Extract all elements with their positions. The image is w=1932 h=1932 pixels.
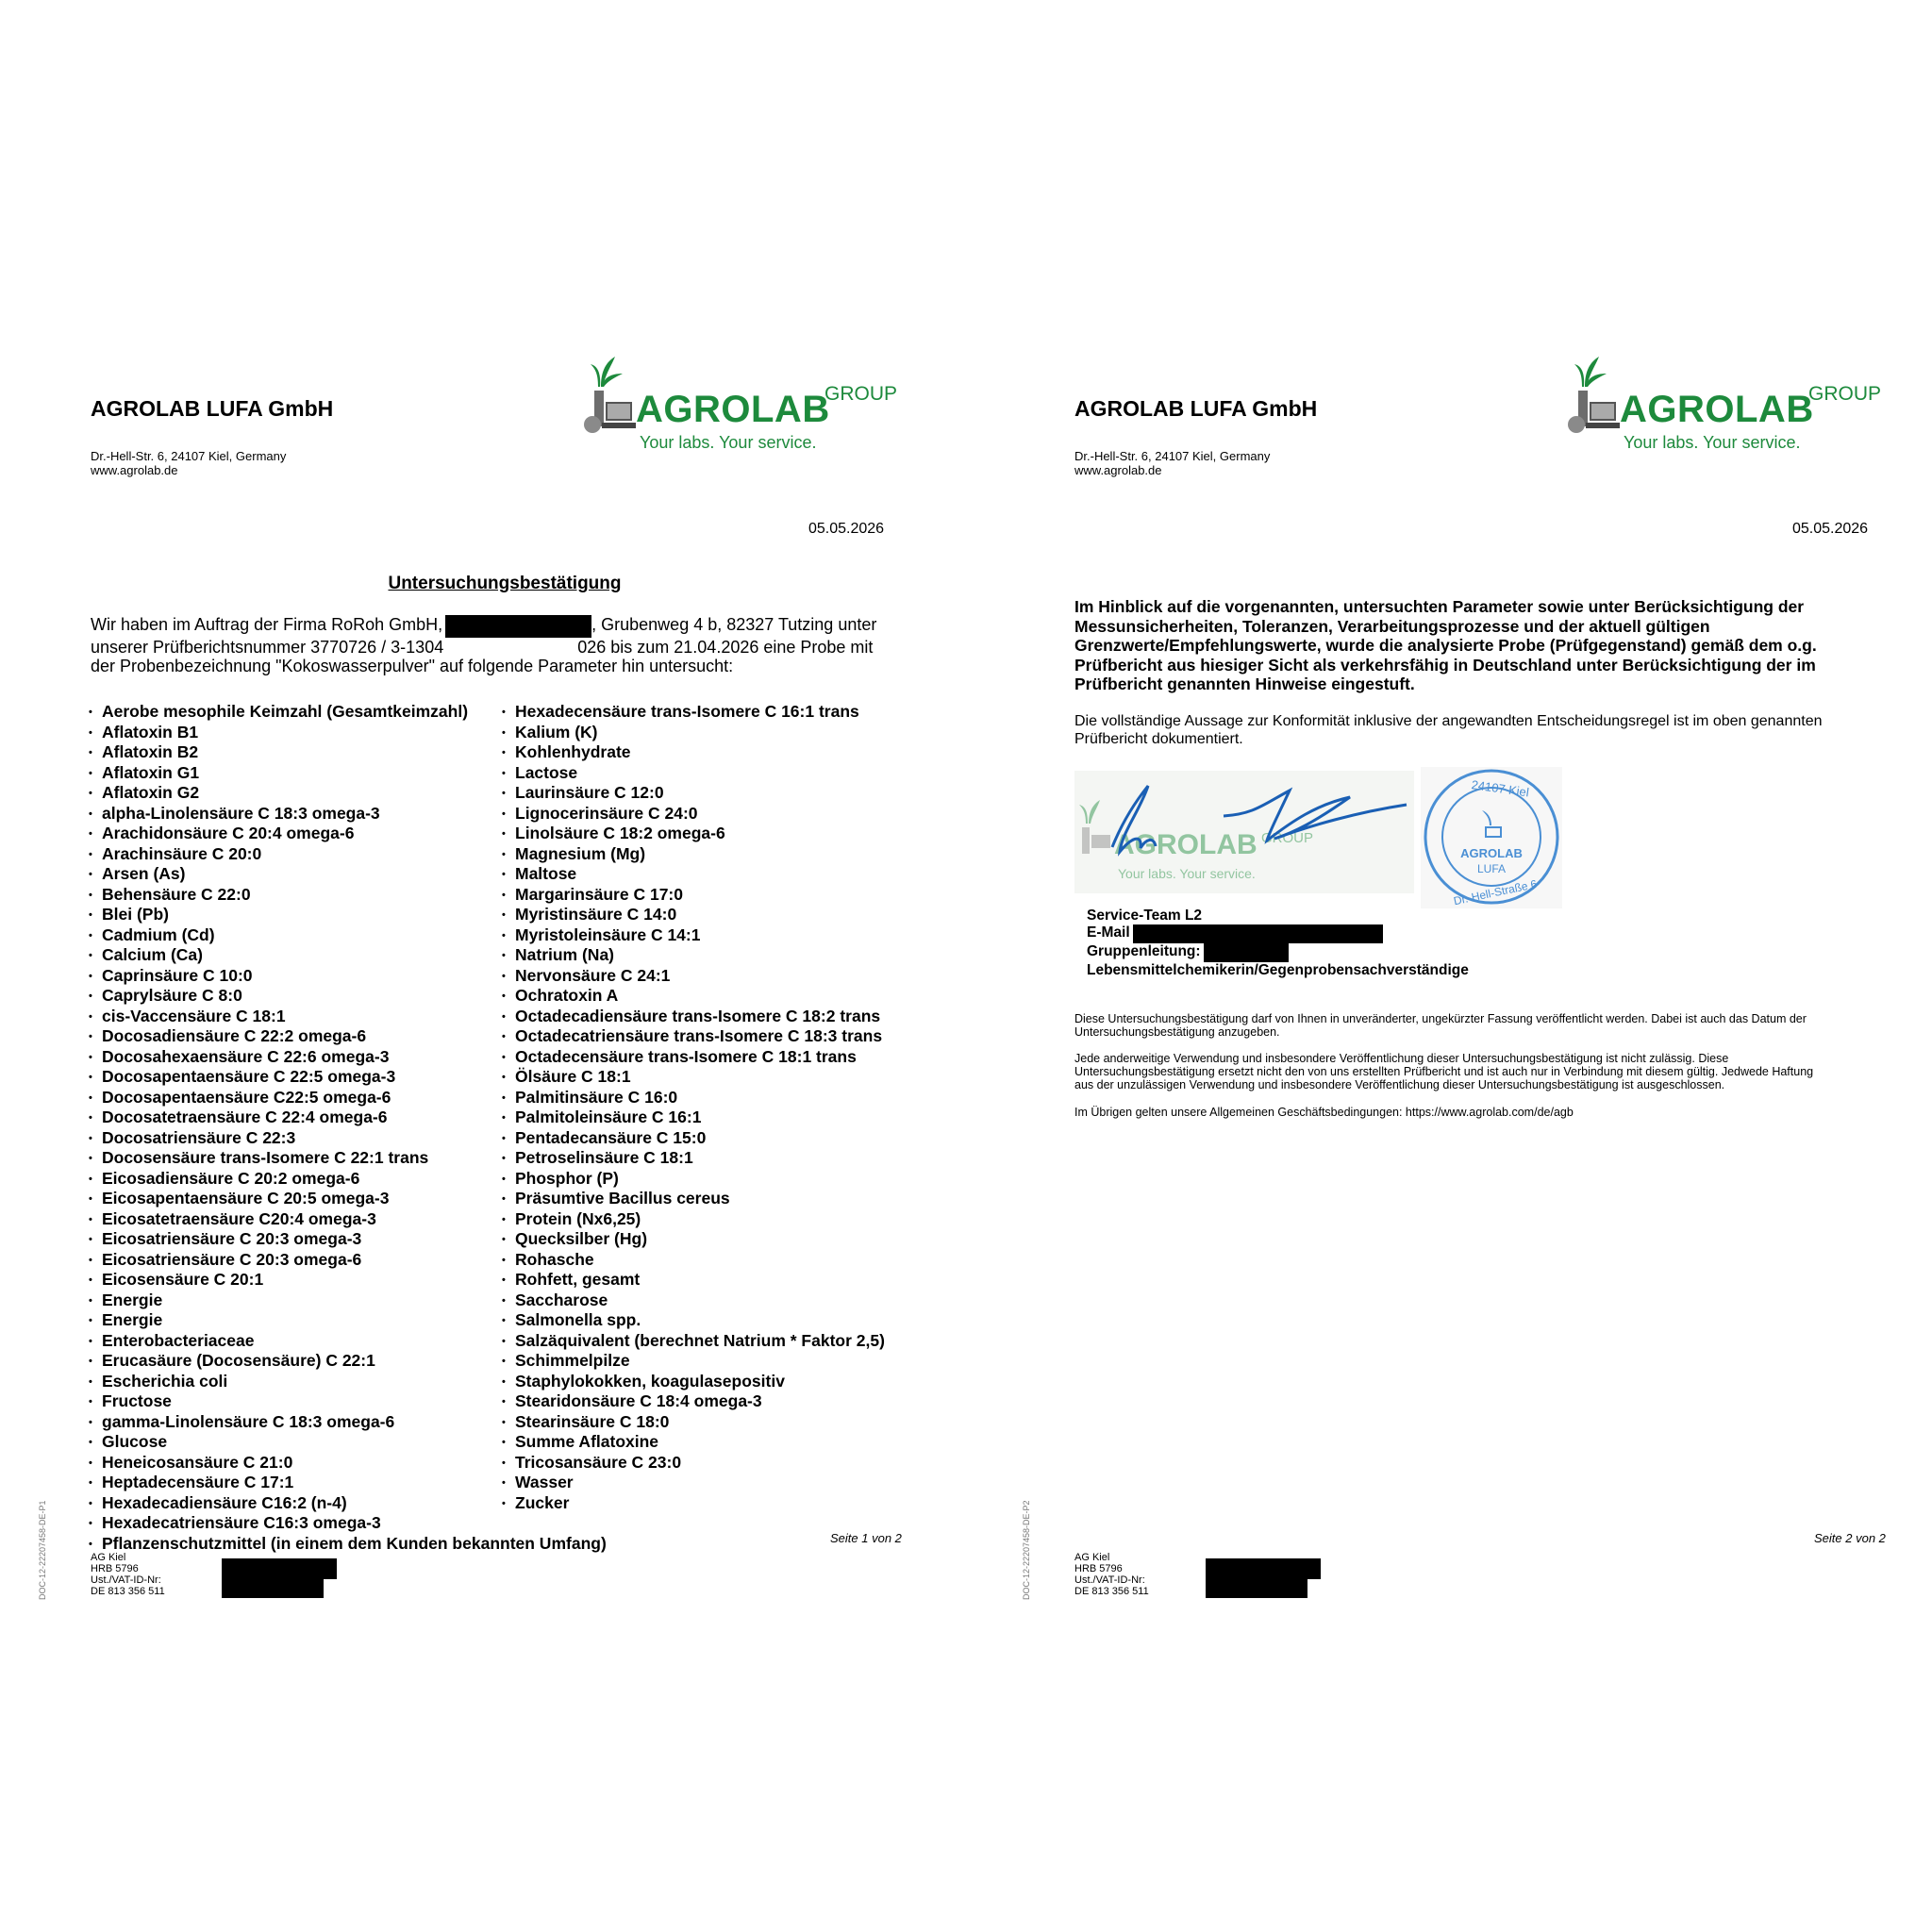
- document-page-2: [984, 321, 1927, 1641]
- parameter-item: • Docosahexaensäure C 22:6 omega-3: [89, 1047, 607, 1068]
- note-line: aus der unzulässigen Verwendung und insbesondere Veröffentlichung dieser Untersuchungsbestätigung ist ausgeschlossen.: [1074, 1078, 1725, 1091]
- stamp-street: Dr.-Hell-Straße 6: [1452, 876, 1539, 908]
- note-line: Jede anderweitige Verwendung und insbesondere Veröffentlichung dieser Untersuchungsbestätigung ist nicht zulässig. Diese: [1074, 1052, 1729, 1065]
- parameter-item: • Docosapentaensäure C22:5 omega-6: [89, 1088, 607, 1108]
- terms-link[interactable]: Im Übrigen gelten unsere Allgemeinen Geschäftsbedingungen: https://www.agrolab.com/de/agb: [1074, 1106, 1574, 1119]
- conformity-line: Prüfbericht dokumentiert.: [1074, 731, 1243, 747]
- redacted-block: [445, 615, 591, 638]
- assessment-line: Grenzwerte/Empfehlungswerte, wurde die analysierte Probe (Prüfgegenstand) gemäß dem o.g.: [1074, 636, 1817, 655]
- parameter-item: • cis-Vaccensäure C 18:1: [89, 1007, 607, 1027]
- parameter-item: • Myristinsäure C 14:0: [502, 905, 885, 925]
- redacted-block: [1133, 924, 1383, 943]
- parameter-item: • Protein (Nx6,25): [502, 1209, 885, 1230]
- footer-line: DE 813 356 511: [91, 1586, 165, 1597]
- parameter-item: • Hexadecadiensäure C16:2 (n-4): [89, 1493, 607, 1514]
- parameter-item: • Blei (Pb): [89, 905, 607, 925]
- parameter-item: • Heneicosansäure C 21:0: [89, 1453, 607, 1474]
- logo-group-text: GROUP: [824, 383, 898, 405]
- footer-line: HRB 5796: [1074, 1563, 1123, 1574]
- parameter-item: • Cadmium (Cd): [89, 925, 607, 946]
- parameter-item: • Octadecatriensäure trans-Isomere C 18:3 trans: [502, 1026, 885, 1047]
- parameter-item: • Stearidonsäure C 18:4 omega-3: [502, 1391, 885, 1412]
- parameter-item: • Ochratoxin A: [502, 986, 885, 1007]
- intro-text: , Grubenweg 4 b, 82327 Tutzing unter: [591, 615, 877, 634]
- intro-text: 026 bis zum 21.04.2026 eine Probe mit: [577, 638, 874, 657]
- parameter-item: • Aerobe mesophile Keimzahl (Gesamtkeimzahl): [89, 702, 607, 723]
- redacted-block: [222, 1577, 324, 1598]
- parameter-item: • Wasser: [502, 1473, 885, 1493]
- parameter-item: • Eicosatriensäure C 20:3 omega-6: [89, 1250, 607, 1271]
- usage-restriction-note: [1074, 1052, 1924, 1091]
- company-name: AGROLAB LUFA GmbH: [1074, 396, 1318, 421]
- contact-block: [1087, 908, 1469, 978]
- parameter-item: • Docosensäure trans-Isomere C 22:1 trans: [89, 1148, 607, 1169]
- company-name: AGROLAB LUFA GmbH: [91, 396, 334, 421]
- stamp-name-2: LUFA: [1476, 862, 1507, 875]
- document-title: Untersuchungsbestätigung: [388, 574, 622, 593]
- redacted-block: [1206, 1577, 1307, 1598]
- page-number: Seite 2 von 2: [1814, 1531, 1886, 1545]
- footer-line: AG Kiel: [91, 1552, 126, 1563]
- parameter-item: • Schimmelpilze: [502, 1351, 885, 1372]
- parameter-item: • Linolsäure C 18:2 omega-6: [502, 824, 885, 844]
- parameter-item: • Margarinsäure C 17:0: [502, 885, 885, 906]
- agrolab-logo: [577, 349, 917, 452]
- parameter-item: • Rohfett, gesamt: [502, 1270, 885, 1291]
- assessment-line: Prüfbericht genannten Hinweise eingestuft.: [1074, 675, 1415, 693]
- stamp-name: AGROLAB: [1460, 846, 1523, 860]
- parameter-item: • Hexadecatriensäure C16:3 omega-3: [89, 1513, 607, 1534]
- parameter-item: • Arsen (As): [89, 864, 607, 885]
- stamp-city: 24107 Kiel: [1470, 777, 1530, 800]
- parameter-item: • Zucker: [502, 1493, 885, 1514]
- parameter-item: • Myristoleinsäure C 14:1: [502, 925, 885, 946]
- note-line: Diese Untersuchungsbestätigung darf von Ihnen in unveränderter, ungekürzter Fassung veröffentlicht werden. Dabei ist auch das Datum der: [1074, 1012, 1807, 1025]
- intro-text: unserer Prüfberichtsnummer 3770726 / 3-1304: [91, 638, 444, 657]
- redacted-block: [222, 1558, 337, 1579]
- note-line: Untersuchungsbestätigung anzugeben.: [1074, 1025, 1280, 1039]
- assessment-paragraph: [1074, 597, 1924, 694]
- contact-group-label: Gruppenleitung:: [1087, 942, 1201, 959]
- document-code: DOC-12-22207458-DE-P1: [38, 1500, 47, 1600]
- parameter-item: • Palmitoleinsäure C 16:1: [502, 1108, 885, 1128]
- parameter-item: • Eicosatetraensäure C20:4 omega-3: [89, 1209, 607, 1230]
- footer-line: AG Kiel: [1074, 1552, 1110, 1563]
- watermark-group: GROUP: [1261, 830, 1314, 846]
- intro-paragraph: [91, 615, 921, 675]
- intro-line-2: [91, 638, 921, 657]
- footer-line: HRB 5796: [91, 1563, 139, 1574]
- agrolab-logo: [1561, 349, 1901, 452]
- parameter-item: • Saccharose: [502, 1291, 885, 1311]
- assessment-line: Prüfbericht aus hiesiger Sicht als verkehrsfähig in Deutschland unter Berücksichtigung der im: [1074, 655, 1816, 675]
- address-line: Dr.-Hell-Str. 6, 24107 Kiel, Germany: [91, 449, 287, 463]
- parameter-item: • Präsumtive Bacillus cereus: [502, 1189, 885, 1209]
- contact-email-row: [1087, 924, 1469, 943]
- assessment-line: Im Hinblick auf die vorgenannten, untersuchten Parameter sowie unter Berücksichtigung der: [1074, 597, 1805, 616]
- logo-slogan: Your labs. Your service.: [640, 433, 817, 452]
- contact-role: Lebensmittelchemikerin/Gegenprobensachverständige: [1087, 961, 1469, 978]
- website-link[interactable]: www.agrolab.de: [91, 463, 178, 477]
- parameter-item: • Eicosensäure C 20:1: [89, 1270, 607, 1291]
- note-line: Untersuchungsbestätigung ersetzt nicht den von uns erstellten Prüfbericht und ist auch nur in Verbindung mit diesem gültig. Jedwede Haftung: [1074, 1065, 1814, 1078]
- parameter-item: • Kohlenhydrate: [502, 742, 885, 763]
- contact-team: Service-Team L2: [1087, 908, 1203, 924]
- parameter-item: • Glucose: [89, 1432, 607, 1453]
- agrolab-plant-lab-icon: [577, 349, 636, 436]
- parameter-item: • gamma-Linolensäure C 18:3 omega-6: [89, 1412, 607, 1433]
- intro-line-1: [91, 615, 921, 638]
- watermark-slogan: Your labs. Your service.: [1118, 866, 1256, 881]
- footer-registration: [91, 1552, 165, 1597]
- document-code: DOC-12-22207458-DE-P2: [1022, 1500, 1031, 1600]
- parameter-item: • Docosapentaensäure C 22:5 omega-3: [89, 1067, 607, 1088]
- parameter-item: • Natrium (Na): [502, 945, 885, 966]
- logo-wordmark: AGROLAB: [1620, 389, 1814, 430]
- assessment-line: Messunsicherheiten, Toleranzen, Verarbeitungsprozesse und der aktuell gültigen: [1074, 616, 1710, 636]
- parameter-item: • Palmitinsäure C 16:0: [502, 1088, 885, 1108]
- parameter-item: • Staphylokokken, koagulasepositiv: [502, 1372, 885, 1392]
- parameter-item: • Aflatoxin G1: [89, 763, 607, 784]
- watermark-word: AGROLAB: [1114, 829, 1257, 860]
- parameter-item: • Caprinsäure C 10:0: [89, 966, 607, 987]
- footer-line: Ust./VAT-ID-Nr:: [91, 1574, 161, 1586]
- parameter-list-column-2: [502, 702, 885, 1513]
- signature-and-stamp: [1074, 767, 1565, 908]
- parameter-item: • Laurinsäure C 12:0: [502, 783, 885, 804]
- parameter-item: • Arachinsäure C 20:0: [89, 844, 607, 865]
- conformity-paragraph: [1074, 712, 1924, 748]
- footer-line: DE 813 356 511: [1074, 1586, 1149, 1597]
- conformity-line: Die vollständige Aussage zur Konformität inklusive der angewandten Entscheidungsregel ist im oben genannten: [1074, 713, 1823, 729]
- parameter-item: • Docosatriensäure C 22:3: [89, 1128, 607, 1149]
- parameter-item: • Enterobacteriaceae: [89, 1331, 607, 1352]
- parameter-item: • Nervonsäure C 24:1: [502, 966, 885, 987]
- page-number: Seite 1 von 2: [830, 1531, 902, 1545]
- redacted-block: [1204, 943, 1289, 962]
- parameter-item: • Pflanzenschutzmittel (in einem dem Kunden bekannten Umfang): [89, 1534, 607, 1555]
- parameter-item: • Salmonella spp.: [502, 1310, 885, 1331]
- parameter-item: • Aflatoxin B2: [89, 742, 607, 763]
- parameter-item: • Pentadecansäure C 15:0: [502, 1128, 885, 1149]
- publication-note: [1074, 1012, 1924, 1039]
- contact-email-label: E-Mail: [1087, 924, 1130, 941]
- document-page-1: [0, 321, 943, 1641]
- parameter-item: • Octadecadiensäure trans-Isomere C 18:2 trans: [502, 1007, 885, 1027]
- parameter-item: • Ölsäure C 18:1: [502, 1067, 885, 1088]
- parameter-item: • Docosatetraensäure C 22:4 omega-6: [89, 1108, 607, 1128]
- agrolab-plant-lab-icon: [1561, 349, 1620, 436]
- logo-wordmark: AGROLAB: [636, 389, 830, 430]
- parameter-item: • Eicosatriensäure C 20:3 omega-3: [89, 1229, 607, 1250]
- logo-group-text: GROUP: [1808, 383, 1882, 405]
- parameter-item: • Erucasäure (Docosensäure) C 22:1: [89, 1351, 607, 1372]
- company-address: [91, 449, 286, 477]
- parameter-item: • alpha-Linolensäure C 18:3 omega-3: [89, 804, 607, 824]
- parameter-item: • Magnesium (Mg): [502, 844, 885, 865]
- parameter-item: • Rohasche: [502, 1250, 885, 1271]
- website-link[interactable]: www.agrolab.de: [1074, 463, 1162, 477]
- parameter-item: • Octadecensäure trans-Isomere C 18:1 trans: [502, 1047, 885, 1068]
- logo-slogan: Your labs. Your service.: [1624, 433, 1801, 452]
- parameter-item: • Aflatoxin G2: [89, 783, 607, 804]
- parameter-item: • Energie: [89, 1310, 607, 1331]
- parameter-item: • Petroselinsäure C 18:1: [502, 1148, 885, 1169]
- parameter-item: • Salzäquivalent (berechnet Natrium * Faktor 2,5): [502, 1331, 885, 1352]
- parameter-item: • Docosadiensäure C 22:2 omega-6: [89, 1026, 607, 1047]
- footer-line: Ust./VAT-ID-Nr:: [1074, 1574, 1145, 1586]
- parameter-item: • Phosphor (P): [502, 1169, 885, 1190]
- parameter-item: • Hexadecensäure trans-Isomere C 16:1 trans: [502, 702, 885, 723]
- parameter-item: • Eicosapentaensäure C 20:5 omega-3: [89, 1189, 607, 1209]
- parameter-item: • Escherichia coli: [89, 1372, 607, 1392]
- parameter-item: • Behensäure C 22:0: [89, 885, 607, 906]
- parameter-item: • Summe Aflatoxine: [502, 1432, 885, 1453]
- contact-group-row: [1087, 943, 1469, 962]
- parameter-item: • Energie: [89, 1291, 607, 1311]
- parameter-item: • Calcium (Ca): [89, 945, 607, 966]
- parameter-item: • Maltose: [502, 864, 885, 885]
- parameter-item: • Kalium (K): [502, 723, 885, 743]
- parameter-item: • Lignocerinsäure C 24:0: [502, 804, 885, 824]
- parameter-item: • Stearinsäure C 18:0: [502, 1412, 885, 1433]
- parameter-item: • Caprylsäure C 8:0: [89, 986, 607, 1007]
- parameter-item: • Heptadecensäure C 17:1: [89, 1473, 607, 1493]
- footer-registration: [1074, 1552, 1149, 1597]
- document-date: 05.05.2026: [808, 521, 885, 537]
- terms-note: [1074, 1106, 1924, 1119]
- parameter-item: • Tricosansäure C 23:0: [502, 1453, 885, 1474]
- redacted-block: [1206, 1558, 1321, 1579]
- parameter-item: • Eicosadiensäure C 20:2 omega-6: [89, 1169, 607, 1190]
- parameter-item: • Fructose: [89, 1391, 607, 1412]
- company-address: [1074, 449, 1270, 477]
- parameter-item: • Quecksilber (Hg): [502, 1229, 885, 1250]
- parameter-item: • Lactose: [502, 763, 885, 784]
- intro-line-3: der Probenbezeichnung "Kokoswasserpulver" auf folgende Parameter hin untersucht:: [91, 657, 734, 675]
- parameter-item: • Arachidonsäure C 20:4 omega-6: [89, 824, 607, 844]
- intro-text: Wir haben im Auftrag der Firma RoRoh GmbH,: [91, 615, 443, 634]
- parameter-item: • Aflatoxin B1: [89, 723, 607, 743]
- address-line: Dr.-Hell-Str. 6, 24107 Kiel, Germany: [1074, 449, 1271, 463]
- document-date: 05.05.2026: [1792, 521, 1869, 537]
